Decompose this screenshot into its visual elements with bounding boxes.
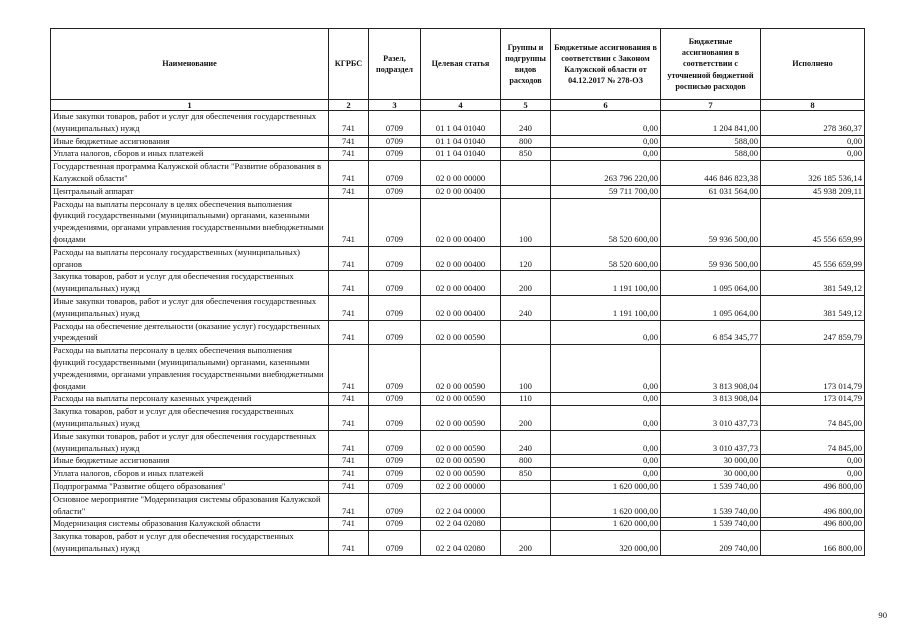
- row-executed-amount: 45 556 659,99: [761, 246, 865, 271]
- column-number: 3: [369, 100, 421, 111]
- row-updated-amount: 588,00: [661, 135, 761, 148]
- row-executed-amount: 278 360,37: [761, 111, 865, 136]
- row-group: 240: [501, 295, 551, 320]
- row-kgrbs: 741: [329, 531, 369, 556]
- column-number: 7: [661, 100, 761, 111]
- row-updated-amount: 30 000,00: [661, 468, 761, 481]
- row-updated-amount: 1 095 064,00: [661, 271, 761, 296]
- table-row: [51, 271, 865, 296]
- table-row: [51, 198, 865, 246]
- row-updated-amount: 446 846 823,38: [661, 161, 761, 186]
- row-kgrbs: 741: [329, 161, 369, 186]
- row-target: 01 1 04 01040: [421, 148, 501, 161]
- row-name: Закупка товаров, работ и услуг для обеспечения государственных (муниципальных) нужд: [51, 271, 329, 296]
- row-updated-amount: 588,00: [661, 148, 761, 161]
- table-row: [51, 148, 865, 161]
- row-name: Государственная программа Калужской области "Развитие образования в Калужской области": [51, 161, 329, 186]
- row-law-amount: 59 711 700,00: [551, 185, 661, 198]
- row-name: Закупка товаров, работ и услуг для обеспечения государственных (муниципальных) нужд: [51, 406, 329, 431]
- table-body: [51, 111, 865, 556]
- row-law-amount: 0,00: [551, 406, 661, 431]
- row-name: Уплата налогов, сборов и иных платежей: [51, 148, 329, 161]
- row-updated-amount: 6 854 345,77: [661, 320, 761, 345]
- column-number: 6: [551, 100, 661, 111]
- row-law-amount: 58 520 600,00: [551, 198, 661, 246]
- row-target: 02 0 00 00590: [421, 345, 501, 393]
- row-law-amount: 0,00: [551, 393, 661, 406]
- row-name: Иные бюджетные ассигнования: [51, 455, 329, 468]
- table-row: [51, 468, 865, 481]
- row-updated-amount: 3 813 908,04: [661, 345, 761, 393]
- table-row: [51, 320, 865, 345]
- column-number: 2: [329, 100, 369, 111]
- row-updated-amount: 3 010 437,73: [661, 406, 761, 431]
- row-name: Расходы на выплаты персоналу в целях обеспечения выполнения функций государственными (муниципальными) органами, казенными учреждениями, органами управления государственными внебюджетными фондами: [51, 345, 329, 393]
- row-executed-amount: 166 800,00: [761, 531, 865, 556]
- row-law-amount: 0,00: [551, 468, 661, 481]
- row-kgrbs: 741: [329, 468, 369, 481]
- row-target: 02 0 00 00000: [421, 161, 501, 186]
- table-row: [51, 480, 865, 493]
- row-kgrbs: 741: [329, 430, 369, 455]
- row-section: 0709: [369, 271, 421, 296]
- row-law-amount: 58 520 600,00: [551, 246, 661, 271]
- row-section: 0709: [369, 531, 421, 556]
- row-kgrbs: 741: [329, 393, 369, 406]
- row-target: 02 0 00 00400: [421, 295, 501, 320]
- row-name: Центральный аппарат: [51, 185, 329, 198]
- row-executed-amount: 496 800,00: [761, 518, 865, 531]
- row-group: [501, 320, 551, 345]
- row-law-amount: 0,00: [551, 111, 661, 136]
- row-group: [501, 518, 551, 531]
- budget-execution-table: [50, 28, 865, 556]
- column-number: 8: [761, 100, 865, 111]
- row-section: 0709: [369, 161, 421, 186]
- row-updated-amount: 3 010 437,73: [661, 430, 761, 455]
- row-updated-amount: 30 000,00: [661, 455, 761, 468]
- table-row: [51, 345, 865, 393]
- row-executed-amount: 496 800,00: [761, 493, 865, 518]
- header-groups: Группы и подгруппы видов расходов: [501, 29, 551, 100]
- row-name: Уплата налогов, сборов и иных платежей: [51, 468, 329, 481]
- row-group: 110: [501, 393, 551, 406]
- row-kgrbs: 741: [329, 518, 369, 531]
- row-updated-amount: 1 539 740,00: [661, 493, 761, 518]
- row-name: Иные закупки товаров, работ и услуг для обеспечения государственных (муниципальных) нужд: [51, 295, 329, 320]
- row-section: 0709: [369, 295, 421, 320]
- row-law-amount: 320 000,00: [551, 531, 661, 556]
- row-target: 02 2 04 02080: [421, 531, 501, 556]
- row-updated-amount: 3 813 908,04: [661, 393, 761, 406]
- row-executed-amount: 0,00: [761, 148, 865, 161]
- row-kgrbs: 741: [329, 480, 369, 493]
- row-kgrbs: 741: [329, 185, 369, 198]
- row-section: 0709: [369, 493, 421, 518]
- row-executed-amount: 74 845,00: [761, 430, 865, 455]
- row-law-amount: 0,00: [551, 320, 661, 345]
- row-kgrbs: 741: [329, 198, 369, 246]
- row-group: 100: [501, 198, 551, 246]
- row-law-amount: 0,00: [551, 455, 661, 468]
- table-row: [51, 518, 865, 531]
- row-kgrbs: 741: [329, 455, 369, 468]
- row-executed-amount: 0,00: [761, 455, 865, 468]
- header-name: Наименование: [51, 29, 329, 100]
- header-target: Целевая статья: [421, 29, 501, 100]
- table-row: [51, 406, 865, 431]
- row-target: 02 0 00 00400: [421, 246, 501, 271]
- row-name: Иные закупки товаров, работ и услуг для обеспечения государственных (муниципальных) нужд: [51, 111, 329, 136]
- row-executed-amount: 0,00: [761, 468, 865, 481]
- row-name: Расходы на выплаты персоналу государственных (муниципальных) органов: [51, 246, 329, 271]
- row-executed-amount: 247 859,79: [761, 320, 865, 345]
- table-row: [51, 135, 865, 148]
- row-executed-amount: 173 014,79: [761, 393, 865, 406]
- row-kgrbs: 741: [329, 295, 369, 320]
- row-executed-amount: 496 800,00: [761, 480, 865, 493]
- row-target: 02 0 00 00590: [421, 320, 501, 345]
- column-number: 4: [421, 100, 501, 111]
- row-target: 02 2 00 00000: [421, 480, 501, 493]
- row-section: 0709: [369, 393, 421, 406]
- row-target: 02 0 00 00590: [421, 468, 501, 481]
- row-group: 200: [501, 531, 551, 556]
- table-row: [51, 161, 865, 186]
- row-name: Основное мероприятие "Модернизация системы образования Калужской области": [51, 493, 329, 518]
- table-row: [51, 246, 865, 271]
- row-group: [501, 185, 551, 198]
- row-law-amount: 0,00: [551, 148, 661, 161]
- header-updated: Бюджетные ассигнования в соответствии с уточненной бюджетной росписью расходов: [661, 29, 761, 100]
- row-kgrbs: 741: [329, 406, 369, 431]
- row-name: Иные закупки товаров, работ и услуг для обеспечения государственных (муниципальных) нужд: [51, 430, 329, 455]
- row-law-amount: 1 620 000,00: [551, 518, 661, 531]
- row-updated-amount: 1 204 841,00: [661, 111, 761, 136]
- table-row: [51, 185, 865, 198]
- row-section: 0709: [369, 135, 421, 148]
- row-name: Расходы на обеспечение деятельности (оказание услуг) государственных учреждений: [51, 320, 329, 345]
- row-updated-amount: 1 539 740,00: [661, 518, 761, 531]
- row-target: 02 0 00 00590: [421, 430, 501, 455]
- row-section: 0709: [369, 320, 421, 345]
- row-executed-amount: 381 549,12: [761, 271, 865, 296]
- header-kgrbs: КГРБС: [329, 29, 369, 100]
- table-row: [51, 393, 865, 406]
- row-law-amount: 1 620 000,00: [551, 493, 661, 518]
- row-section: 0709: [369, 455, 421, 468]
- row-section: 0709: [369, 406, 421, 431]
- row-section: 0709: [369, 246, 421, 271]
- row-target: 02 0 00 00590: [421, 406, 501, 431]
- row-executed-amount: 326 185 536,14: [761, 161, 865, 186]
- row-name: Расходы на выплаты персоналу в целях обеспечения выполнения функций государственными (муниципальными) органами, казенными учреждениями, органами управления государственными внебюджетными фондами: [51, 198, 329, 246]
- row-section: 0709: [369, 480, 421, 493]
- row-law-amount: 263 796 220,00: [551, 161, 661, 186]
- row-group: 800: [501, 135, 551, 148]
- row-group: [501, 161, 551, 186]
- row-name: Иные бюджетные ассигнования: [51, 135, 329, 148]
- table-row: [51, 430, 865, 455]
- row-group: [501, 480, 551, 493]
- row-kgrbs: 741: [329, 246, 369, 271]
- row-target: 01 1 04 01040: [421, 135, 501, 148]
- header-law: Бюджетные ассигнования в соответствии с Законом Калужской области от 04.12.2017 № 278-ОЗ: [551, 29, 661, 100]
- row-target: 02 2 04 00000: [421, 493, 501, 518]
- row-updated-amount: 61 031 564,00: [661, 185, 761, 198]
- row-target: 01 1 04 01040: [421, 111, 501, 136]
- row-target: 02 0 00 00400: [421, 271, 501, 296]
- page-number: 90: [878, 610, 887, 620]
- table-row: [51, 295, 865, 320]
- header-section: Разел, подраздел: [369, 29, 421, 100]
- row-kgrbs: 741: [329, 320, 369, 345]
- row-law-amount: 1 191 100,00: [551, 271, 661, 296]
- table-row: [51, 531, 865, 556]
- row-law-amount: 1 620 000,00: [551, 480, 661, 493]
- row-section: 0709: [369, 111, 421, 136]
- row-name: Подпрограмма "Развитие общего образования": [51, 480, 329, 493]
- row-kgrbs: 741: [329, 111, 369, 136]
- row-updated-amount: 59 936 500,00: [661, 246, 761, 271]
- row-kgrbs: 741: [329, 148, 369, 161]
- row-target: 02 0 00 00590: [421, 393, 501, 406]
- row-updated-amount: 59 936 500,00: [661, 198, 761, 246]
- row-section: 0709: [369, 148, 421, 161]
- row-section: 0709: [369, 430, 421, 455]
- header-row: [51, 29, 865, 100]
- row-name: Модернизация системы образования Калужской области: [51, 518, 329, 531]
- row-group: 240: [501, 111, 551, 136]
- row-group: 100: [501, 345, 551, 393]
- row-section: 0709: [369, 185, 421, 198]
- row-law-amount: 1 191 100,00: [551, 295, 661, 320]
- row-group: 850: [501, 468, 551, 481]
- table-row: [51, 493, 865, 518]
- row-kgrbs: 741: [329, 271, 369, 296]
- row-group: 200: [501, 406, 551, 431]
- column-number: 1: [51, 100, 329, 111]
- table-row: [51, 455, 865, 468]
- row-target: 02 0 00 00400: [421, 198, 501, 246]
- row-updated-amount: 209 740,00: [661, 531, 761, 556]
- row-target: 02 0 00 00400: [421, 185, 501, 198]
- row-group: 850: [501, 148, 551, 161]
- row-name: Закупка товаров, работ и услуг для обеспечения государственных (муниципальных) нужд: [51, 531, 329, 556]
- row-law-amount: 0,00: [551, 135, 661, 148]
- row-group: 800: [501, 455, 551, 468]
- row-target: 02 2 04 02080: [421, 518, 501, 531]
- row-updated-amount: 1 539 740,00: [661, 480, 761, 493]
- row-executed-amount: 45 938 209,11: [761, 185, 865, 198]
- row-kgrbs: 741: [329, 345, 369, 393]
- row-group: 120: [501, 246, 551, 271]
- header-executed: Исполнено: [761, 29, 865, 100]
- column-number-row: [51, 100, 865, 111]
- row-target: 02 0 00 00590: [421, 455, 501, 468]
- row-executed-amount: 381 549,12: [761, 295, 865, 320]
- row-group: 200: [501, 271, 551, 296]
- row-kgrbs: 741: [329, 135, 369, 148]
- row-executed-amount: 74 845,00: [761, 406, 865, 431]
- column-number: 5: [501, 100, 551, 111]
- table-row: [51, 111, 865, 136]
- row-executed-amount: 173 014,79: [761, 345, 865, 393]
- row-updated-amount: 1 095 064,00: [661, 295, 761, 320]
- row-name: Расходы на выплаты персоналу казенных учреждений: [51, 393, 329, 406]
- row-group: [501, 493, 551, 518]
- row-section: 0709: [369, 468, 421, 481]
- row-law-amount: 0,00: [551, 430, 661, 455]
- row-section: 0709: [369, 198, 421, 246]
- row-section: 0709: [369, 518, 421, 531]
- row-law-amount: 0,00: [551, 345, 661, 393]
- row-group: 240: [501, 430, 551, 455]
- row-executed-amount: 45 556 659,99: [761, 198, 865, 246]
- row-executed-amount: 0,00: [761, 135, 865, 148]
- row-kgrbs: 741: [329, 493, 369, 518]
- row-section: 0709: [369, 345, 421, 393]
